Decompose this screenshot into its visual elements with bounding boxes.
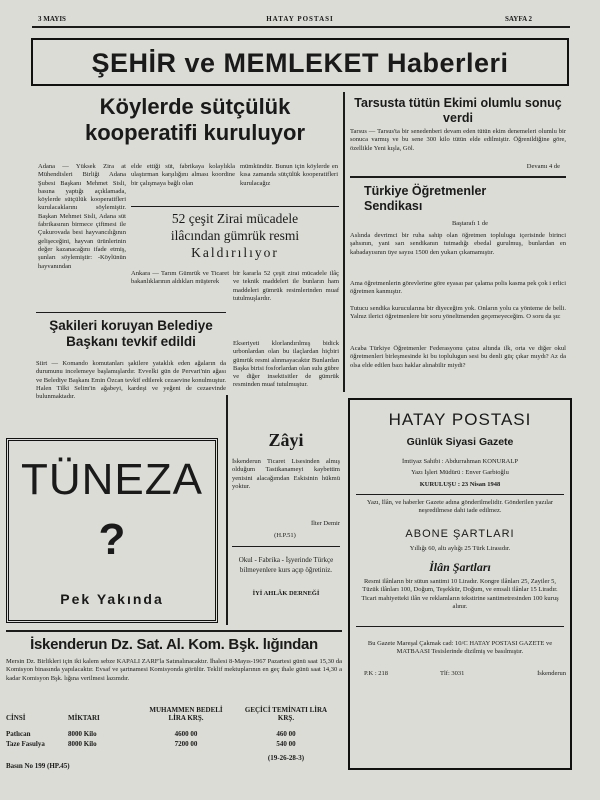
ogretmen-headline — [364, 184, 564, 214]
masthead-title: HATAY POSTASI — [388, 410, 532, 429]
column-rule — [343, 92, 345, 392]
zirai-col-1: Ankara — Tarım Gümrük ve Ticaret bakanlıklarının aldıkları müşterek — [131, 270, 229, 286]
divider — [350, 176, 566, 178]
ogretmen-headline-line: Sendikası — [364, 199, 423, 213]
ilan-text: Resmi ilânların bir sütun santimi 10 Liradır. Kongre ilânları 25, Zayiler 5, Tüzük ilânları 100, Doğum, Teşekkür, Doğum, ve emsali ilânlar 15 Liradır. Ticari mahiyetteki ilân ve reklamların tekstirine santimetresinden 100 kuruş alınır. — [361, 578, 559, 610]
sakileri-body: Siirt — Komando komutanları şakilere yataklık eden ağaların da durumunu incelemeye başlamışlardır. Evvelki gün de Pervari'nin ağası ve Belediye Başkanı Emin Özcan tevkif edilerek cezaevine konulmuştur. Halen Tilki Selim'in ağabeyi, kardeşi ve yeğeni de cezaevinde bulunmaktadır. — [36, 360, 226, 401]
tender-cell: Patlıcan — [6, 730, 31, 738]
tender-dates: (19-26-28-3) — [267, 754, 305, 762]
zirai-headline-line: Kaldırılıyor — [191, 245, 279, 260]
abone-title: ABONE ŞARTLARI — [405, 528, 515, 540]
tender-cell: 8000 Kilo — [68, 730, 97, 738]
tarsus-continued: Devamı 4 de — [526, 163, 560, 170]
divider — [232, 546, 340, 547]
koy-col-2: elde ettiği süt, fabrikaya kolaylıkla ulaştırman karşılığını alması koordine bir çalışmaya bağlı olan — [131, 163, 235, 187]
tarsus-headline: Tarsusta tütün Ekimi olumlu sonuç verdi — [354, 96, 562, 125]
tender-cell: 540 00 — [276, 740, 296, 748]
masthead-city: İskenderun — [537, 670, 566, 677]
tender-table — [6, 706, 342, 776]
column-rule — [226, 395, 228, 625]
masthead-pk: P.K : 218 — [364, 670, 389, 677]
ahlak-body: Okul - Fabrika - İşyerinde Türkçe bilmeyenlere kurs açıp öğretiniz. — [238, 556, 334, 574]
masthead-tel: Tlf: 3031 — [440, 670, 465, 677]
tender-cell: 8000 Kilo — [68, 740, 97, 748]
tuneza-question: ? — [98, 515, 126, 564]
masthead-owner: İmtiyaz Sahibi : Abdurrahman KONURALP — [402, 458, 518, 465]
masthead-subtitle: Günlük Siyasi Gazete — [406, 436, 514, 448]
page-number: SAYFA 2 — [505, 15, 533, 23]
banner-title: ŞEHİR ve MEMLEKET Haberleri — [91, 48, 509, 78]
zirai-headline-line: 52 çeşit Zirai mücadele — [171, 211, 299, 226]
zayi-title: Zâyi — [268, 430, 304, 450]
tender-body: Mersin Dz. Birlikleri için iki kalem sebze KAPALI ZARF'la Satınalınacaktır. İhalesi 8-Mayıs-1967 Pazartesi günü saat 15,30 da Komisyon binasında yapılacaktır. Evsaf ve şartnamesi Komisyonda görülür. Teklif mektuplarının en geç ihale günü saat 14,30 a kadar Komisyon Bşk. lığına verilmesi lazımdır. — [6, 658, 342, 682]
tender-cell: Taze Fasulya — [6, 740, 45, 748]
tuneza-footer: Pek Yakında — [60, 591, 164, 607]
sakileri-headline — [36, 318, 226, 350]
zirai-col-2: bir kararla 52 çeşit zirai mücadele ilâç ve teknik maddeleri ile bunların ham maddeleri gümrük resimlerinden muaf tutulmuşlardır. — [233, 270, 339, 302]
header-rule — [32, 26, 570, 28]
divider — [131, 206, 339, 207]
divider — [6, 630, 342, 632]
tender-col-header: GEÇİCİ TEMİNATI LİRA KRŞ. — [244, 706, 328, 722]
koy-headline — [50, 94, 340, 146]
zirai-col-3: Ekseriyeti klorlandırılmış bidick urbonlardan olan bu ilaçlardan hiçbiri gümrük resmi alınmayacaktır Bunlardan Başka birisi fosforlardan olan sulu gübre ve diğer insektisitler de gümrük resminden muaf tutulmuştur. — [233, 340, 339, 389]
ogretmen-tag: Baştarafı 1 de — [451, 220, 489, 227]
issue-date: 3 MAYIS — [38, 15, 66, 23]
tarsus-body: Tarsus — Tarsus'ta bir senedenberi devam eden tütün ekim denemeleri olumlu bir sonuca varmış ve bu sene 300 kilo tütün elde edilmiştir. Öğrenildiğine göre, özellikle Yeni kışla, Göl. — [350, 128, 566, 152]
zayi-body: İskenderun Ticaret Lisesinden almış olduğum Tastikanameyi kaybettim yenisini alacağımdan Eskisinin hükmü yoktur. — [232, 458, 340, 490]
zirai-headline — [131, 210, 339, 261]
zayi-code: (H.P.51) — [274, 532, 296, 539]
sakileri-headline-line: Başkanı tevkif edildi — [66, 334, 196, 349]
ahlak-org: İYİ AHLÂK DERNEĞİ — [252, 590, 320, 597]
ogretmen-p2: Ama öğretmenlerin görevlerine göre eyasaı par çalama polis kasma pek çok i erlici öğretmen kanmıştır. — [350, 280, 566, 296]
ogretmen-p4: Acaba Türkiye Öğretmenler Federasyonu çatısı altında ilk, orta ve diğer okul öğretmenleri birleşmesinde ki bu toplulugun sesi bu denli güç çıkar mıydı? Az da olsa elde edilen bazı haklar alınabilir miydi? — [350, 345, 566, 369]
tender-basin: Basın No 199 (HP.45) — [6, 762, 70, 770]
tuneza-ad — [6, 438, 218, 623]
zirai-headline-line: ilâcından gümrük resmi — [170, 228, 300, 243]
ogretmen-headline-line: Türkiye Öğretmenler — [364, 184, 487, 198]
sakileri-headline-line: Şakileri koruyan Belediye — [49, 318, 213, 333]
koy-headline-line: Köylerde sütçülük — [99, 94, 291, 119]
masthead-founded: KURULUŞU : 23 Nisan 1948 — [419, 481, 501, 488]
koy-headline-line: kooperatifi kuruluyor — [84, 120, 306, 145]
tender-cell: 4600 00 — [174, 730, 198, 738]
tender-cell: 7200 00 — [174, 740, 198, 748]
masthead-box — [348, 398, 572, 770]
divider — [356, 494, 564, 495]
koy-col-3: mümkündür. Bunun için köylerde en kısa zamanda sütçülük kooperatifleri kurulacağız — [240, 163, 338, 187]
masthead-editor: Yazı İşleri Müdürü : Enver Garbioğlu — [411, 469, 509, 476]
tender-headline: İskenderun Dz. Sat. Al. Kom. Bşk. lığından — [30, 636, 318, 653]
koy-col-1: Adana — Yüksek Zira at Mühendisleri Birliği Adana Şubesi Başkanı Mehmet Sisli, basına yaptığı açıklamada, köylerde sütçülük kooperatifleri kurulacaklarını söylemiştir. Başkan Mehmet Sisli, Adana süt fabrikasının birmece çiftmesi ile Çukurovada besi hayvancılığının gelişeceğini, hayvan ürünlerinin değer kazanacağını ifade etmiş, şunları söylemiştir: -Köylünün hayvanından — [38, 163, 126, 270]
tender-col-header: MUHAMMEN BEDELİ LİRA KRŞ. — [149, 706, 223, 722]
tuneza-title: TÜNEZA — [21, 455, 203, 504]
masthead-info: Yazı, İlân, ve haberler Gazete adına gönderilmelidir. Gönderilen yazılar neşredilmese dahi iade edilmez. — [366, 499, 554, 515]
paper-name: HATAY POSTASI — [266, 15, 334, 23]
ilan-title: İlân Şartları — [429, 560, 491, 574]
ogretmen-p3: Tutucu sendika kurucularına bir diyeceğim yok. Onların yolu ca yönteme de belli. Yalnız ilerici öğretmenlere bir soru yöneltmenden geçemeyeceğim. O soru da şu: — [350, 305, 566, 321]
abone-text: Yıllığı 60, altı aylığı 25 Türk Lirasıdır. — [409, 545, 511, 552]
masthead-press: Bu Gazete Mareşal Çakmak cad: 10/C HATAY POSTASI GAZETE ve MATBAASI Tesislerinde dizilmiş ve basılmıştır. — [367, 640, 553, 656]
divider — [356, 626, 564, 627]
tender-col-header: MİKTARI — [68, 714, 100, 722]
tender-cell: 460 00 — [276, 730, 296, 738]
ogretmen-p1: Aslında devrimci bir ruha sahip olan öğretmen toplulugu içerisinde birinci şahsının, yani sarı sendikanın tutmadığı ebedal gurulmuş, bunlardan en kabadayısının üye sayısı 1500 den yukarı çıkamamıştır. — [350, 232, 566, 256]
zayi-name: İlter Demir — [310, 520, 340, 527]
section-banner — [31, 38, 569, 86]
tender-col-header: CİNSİ — [6, 714, 26, 722]
divider — [36, 312, 226, 313]
